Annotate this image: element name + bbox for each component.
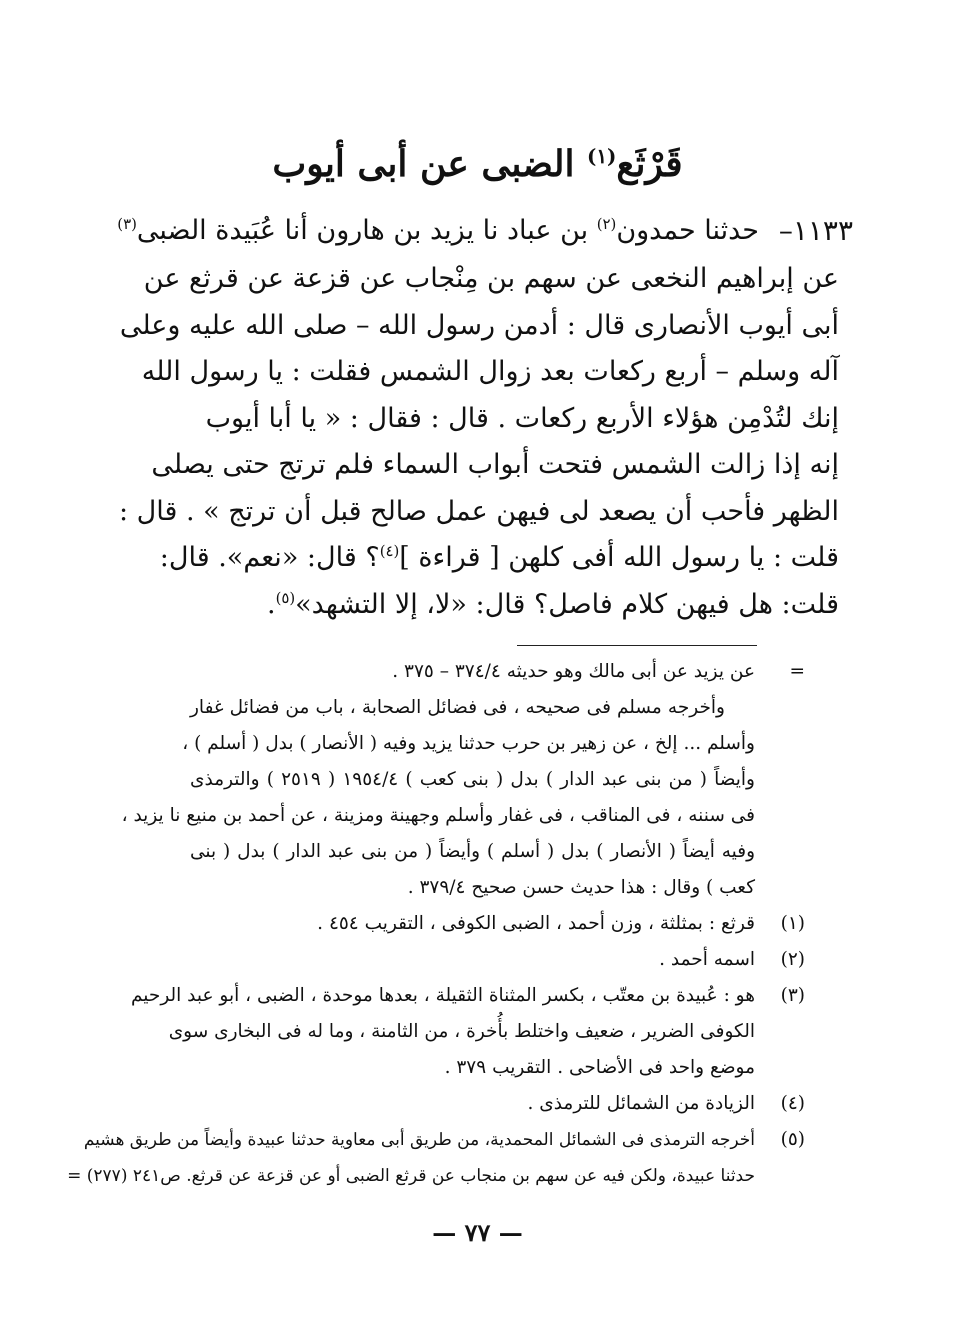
footnote-ref-4: (٤) [379, 542, 400, 560]
footnote-line: وأسلم ... إلخ ، عن زهير بن حرب حدثنا يزيد وفيه ( الأنصار ) بدل ( أسلم ) ، [182, 733, 755, 754]
hadith-line-8 [159, 535, 839, 582]
hadith-line-8-b: ؟ قال: «نعم». قال: [159, 542, 380, 573]
page-number: — ٧٧ — [432, 1218, 523, 1247]
footnote-marker-5: (٥) [780, 1129, 805, 1150]
footnote-ref-5: (٥) [275, 588, 296, 607]
footnote-3-line: موضع واحد فى الأضاحى . التقريب ٣٧٩ . [444, 1057, 755, 1078]
hadith-line: أبى أيوب الأنصارى قال : أدمن رسول الله – صلى الله عليه وعلى [119, 309, 839, 341]
hadith-line: الظهر فأحب أن يصعد لى فيهن عمل صالح قبل أن ترتج » . قال : [118, 495, 839, 527]
hadith-text [118, 256, 839, 628]
hadith-line: عن إبراهيم النخعى عن سهم بن مِنْجاب عن قزعة عن قرثع عن [143, 263, 839, 294]
footnote-marker-1: (١) [780, 913, 805, 934]
hadith-line-9-b: . [266, 588, 276, 620]
footnote-5-line: حدثنا عبيدة، ولكن فيه عن سهم بن منجاب عن قرثع الضبى أو عن قزعة عن قرثع. ص٢٤١ (٢٧٧) = [67, 1166, 755, 1186]
hadith-line: آله وسلم – أربع ركعات بعد زوال الشمس فقلت : يا رسول الله [141, 356, 839, 387]
title-rest: الضبى عن أبى أيوب [272, 143, 587, 185]
footnote-ref-3: (٣) [117, 215, 137, 233]
footnotes [67, 654, 755, 1194]
footnote-line: عن يزيد عن أبى مالك وهو حديثه ٣٧٤/٤ – ٣٧٥ . [392, 661, 755, 682]
hadith-first-text-b: بن عباد نا يزيد بن هارون أنا عُبَيدة الضبى [136, 215, 597, 246]
footnote-5-line: أخرجه الترمذى فى الشمائل المحمدية، من طريق أبى معاوية حدثنا عبيدة وأيضاً من طريق هشيم [83, 1130, 755, 1150]
title-name: قَرْثَع [616, 143, 683, 185]
hadith-line: إنه إذا زالت الشمس فتحت أبواب السماء فلم ترتج حتى يصلى [151, 449, 839, 480]
hadith-line-8-a: قلت : يا رسول الله أفى كلهن [ قراءة ] [399, 542, 839, 573]
footnote-continuation-marker: = [789, 661, 805, 682]
footnote-line: وأخرجه مسلم فى صحيحه ، فى فضائل الصحابة ، باب من فضائل غفار [190, 697, 725, 718]
hadith-line: إنك لتُدْمِن هؤلاء الأربع ركعات . قال : فقال : « يا أبا أيوب [205, 402, 839, 434]
footnote-1-line: قرثع : بمثلثة ، وزن أحمد ، الضبى الكوفى ، التقريب ٤٥٤ . [317, 913, 755, 934]
footnote-3-line: الكوفى الضرير ، ضعيف واختلط بأُخرة ، من الثامنة ، وما له فى البخارى سوى [168, 1021, 755, 1042]
footnote-marker-3: (٣) [780, 985, 805, 1006]
hadith-line-9 [219, 582, 839, 629]
footnote-line: وفيه أيضاً ( الأنصار ) بدل ( أسلم ) وأيضاً ( من بنى عبد الدار ) بدل ( بنى [190, 841, 755, 862]
hadith-first-line [119, 208, 759, 254]
footnote-line: كعب ) وقال : هذا حديث حسن صحيح ٣٧٩/٤ . [407, 877, 755, 898]
footnote-line: وأيضاً ( من بنى عبد الدار ) بدل ( بنى كعب ) ١٩٥٤/٤ ( ٢٥١٩ ) والترمذى [190, 769, 755, 790]
footnote-marker-4: (٤) [780, 1093, 805, 1114]
footnote-marker-2: (٢) [780, 949, 805, 970]
footnote-line: فى سننه ، فى المناقب ، فى غفار وأسلم وجهينة ومزينة ، عن أحمد بن منيع نا يزيد ، [121, 805, 755, 826]
chapter-title [0, 138, 955, 190]
footnote-3-line: هو : عُبيدة بن معتّب ، بكسر المثناة الثقيلة ، بعدها موحدة ، الضبى ، أبو عبد الرحيم [130, 985, 755, 1006]
footnote-2-line: اسمه أحمد . [659, 949, 755, 970]
footnote-ref-2: (٢) [596, 215, 617, 233]
footnote-4-line: الزيادة من الشمائل للترمذى . [527, 1093, 755, 1114]
footnote-separator [517, 645, 757, 646]
title-footnote-ref: (١) [586, 144, 617, 168]
hadith-first-text-a: حدثنا حمدون [616, 215, 759, 246]
hadith-line-9-a: قلت: هل فيهن كلام فاصل؟ قال: «لا، إلا التشهد» [295, 588, 839, 620]
hadith-number: ١١٣٣– [778, 214, 853, 247]
